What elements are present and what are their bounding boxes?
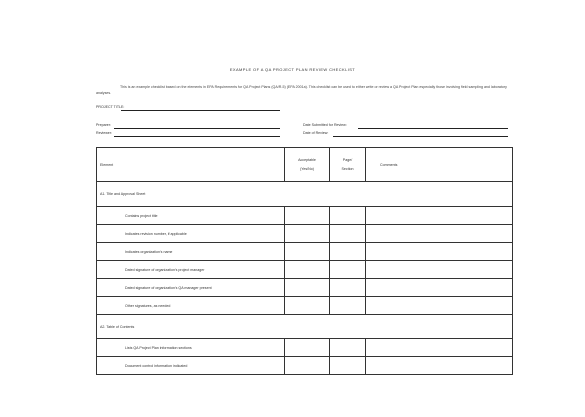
project-title-line (121, 110, 280, 111)
acceptable-cell[interactable] (285, 339, 330, 357)
page-cell[interactable] (330, 357, 366, 375)
comments-cell[interactable] (366, 225, 513, 243)
table-row (97, 261, 513, 279)
table-row (97, 279, 513, 297)
table-row (97, 297, 513, 315)
header-page (330, 148, 366, 182)
table-header-row (97, 148, 513, 182)
preparer-label: Preparer: (96, 123, 111, 127)
review-checklist-table (96, 147, 513, 375)
header-page-label: Page/ (342, 157, 353, 162)
section-a1-label: A1. Title and Approval Sheet (97, 182, 513, 207)
intro-paragraph (96, 84, 511, 96)
reviewer-label: Reviewer: (96, 131, 112, 135)
table-row (97, 243, 513, 261)
header-comments: Comments (366, 148, 513, 182)
acceptable-cell[interactable] (285, 357, 330, 375)
acceptable-cell[interactable] (285, 243, 330, 261)
acceptable-cell[interactable] (285, 261, 330, 279)
page-cell[interactable] (330, 261, 366, 279)
date-submitted-label: Date Submitted for Review: (303, 123, 347, 127)
date-review-label: Date of Review: (303, 131, 329, 135)
header-page-sub: Section (341, 166, 354, 171)
item-label: Dated signature of organization's QA manager present (97, 279, 285, 297)
comments-cell[interactable] (366, 261, 513, 279)
reviewer-line (114, 136, 280, 137)
intro-text: This is an example checklist based on the elements in EPA Requirements for QA Project Plans (QA/R-5) (EPA 2001a). This checklist can be used to either write or review a QA Project Plan especially those involving field sampling and laboratory analyses. (96, 85, 507, 95)
date-submitted-line (358, 128, 508, 129)
comments-cell[interactable] (366, 279, 513, 297)
acceptable-cell[interactable] (285, 225, 330, 243)
item-label: Other signatures, as needed (97, 297, 285, 315)
page-cell[interactable] (330, 243, 366, 261)
section-row-a1 (97, 182, 513, 207)
table-row (97, 357, 513, 375)
item-label: Document control information indicated (97, 357, 285, 375)
comments-cell[interactable] (366, 207, 513, 225)
project-title-label: PROJECT TITLE: (96, 105, 125, 109)
table-row (97, 207, 513, 225)
page-cell[interactable] (330, 279, 366, 297)
page-cell[interactable] (330, 297, 366, 315)
document-title: EXAMPLE OF A QA PROJECT PLAN REVIEW CHECKLIST (229, 67, 356, 72)
table-row (97, 225, 513, 243)
section-a2-label: A2. Table of Contents (97, 315, 513, 339)
acceptable-cell[interactable] (285, 297, 330, 315)
header-acceptable-sub: (Yes/No) (300, 166, 314, 171)
acceptable-cell[interactable] (285, 279, 330, 297)
header-element: Element (97, 148, 285, 182)
item-label: Contains project title (97, 207, 285, 225)
item-label: Indicates organization's name (97, 243, 285, 261)
comments-cell[interactable] (366, 243, 513, 261)
item-label: Indicates revision number, if applicable (97, 225, 285, 243)
comments-cell[interactable] (366, 297, 513, 315)
date-review-line (333, 136, 508, 137)
table-row (97, 339, 513, 357)
header-acceptable (285, 148, 330, 182)
page-cell[interactable] (330, 225, 366, 243)
item-label: Dated signature of organization's project manager (97, 261, 285, 279)
page-cell[interactable] (330, 339, 366, 357)
acceptable-cell[interactable] (285, 207, 330, 225)
section-row-a2 (97, 315, 513, 339)
comments-cell[interactable] (366, 357, 513, 375)
preparer-line (114, 128, 280, 129)
item-label: Lists QA Project Plan information sections (97, 339, 285, 357)
header-acceptable-label: Acceptable (298, 157, 316, 162)
comments-cell[interactable] (366, 339, 513, 357)
page-cell[interactable] (330, 207, 366, 225)
